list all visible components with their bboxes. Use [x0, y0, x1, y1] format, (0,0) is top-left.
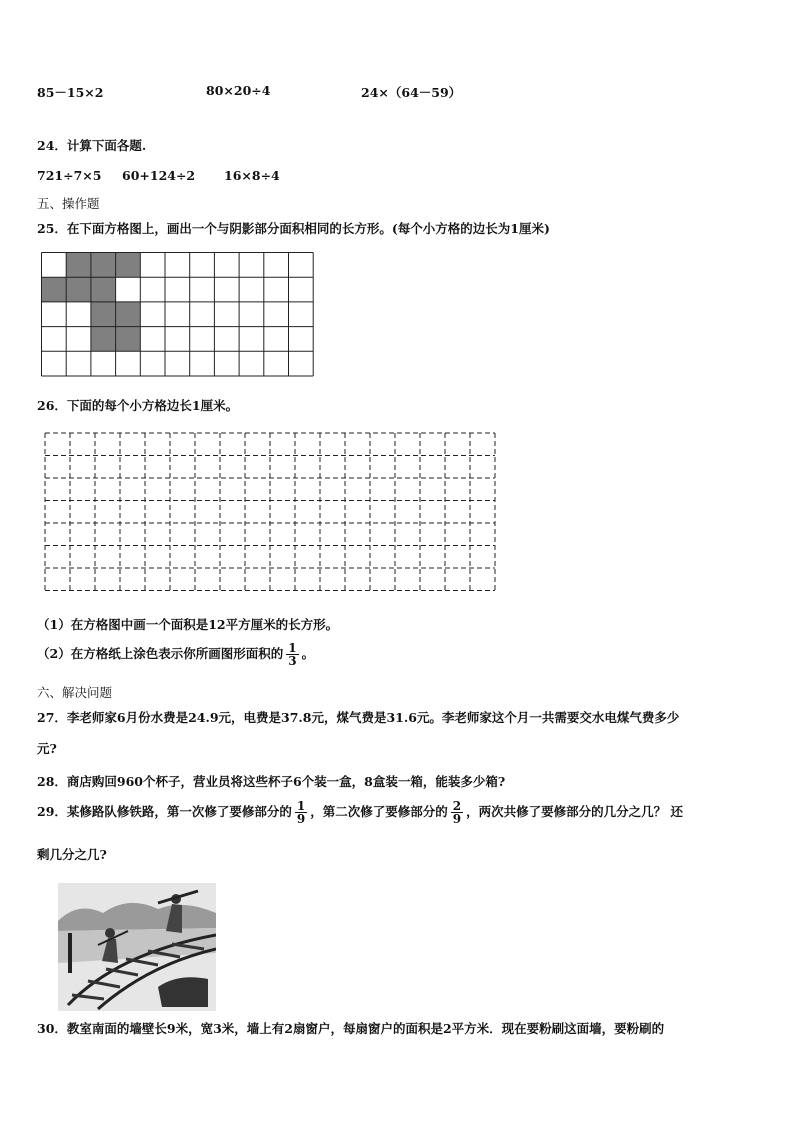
- q25-text: 25．在下面方格图上，画出一个与阴影部分面积相同的长方形。(每个小方格的边长为1厘米): [37, 221, 550, 236]
- section-6-heading: 六、解决问题: [37, 685, 113, 700]
- railway-workers-illustration: [58, 883, 216, 1011]
- q26-part2: [37, 642, 314, 667]
- shaded-cell: [116, 253, 141, 278]
- expr-1: 85－15×2: [37, 85, 104, 100]
- q29-part-b: ，第二次修了要修部分的: [310, 804, 448, 819]
- q28-text: 28．商店购回960个杯子，营业员将这些杯子6个装一盒，8盒装一箱，能装多少箱?: [37, 774, 506, 789]
- q26-part2-suffix: 。: [301, 646, 315, 661]
- q24-expr-3: 16×8÷4: [224, 168, 280, 183]
- shaded-cell: [91, 302, 116, 327]
- expr-3: 24×（64－59）: [361, 85, 462, 100]
- q26-frac-den: 3: [288, 654, 297, 668]
- q24-expr-1: 721÷7×5: [37, 168, 102, 183]
- shaded-cell: [116, 327, 141, 352]
- q29-frac1-den: 9: [296, 812, 306, 826]
- q30-text: 30．教室南面的墙壁长9米，宽3米，墙上有2扇窗户，每扇窗户的面积是2平方米．现在要粉刷这面墙，要粉刷的: [37, 1021, 665, 1036]
- q29-fraction-2: [451, 800, 463, 825]
- shaded-cell: [116, 302, 141, 327]
- q26-title: 26．下面的每个小方格边长1厘米。: [37, 398, 239, 413]
- q24-title: 24．计算下面各题.: [37, 138, 147, 153]
- expr-2: 80×20÷4: [206, 83, 271, 98]
- q26-fraction: [286, 642, 298, 667]
- q26-part2-prefix: （2）在方格纸上涂色表示你所画图形面积的: [37, 646, 284, 661]
- shaded-cell: [91, 253, 116, 278]
- q29-part-c: ，两次共修了要修部分的几分之几？ 还: [466, 804, 683, 819]
- q26-part1: （1）在方格图中画一个面积是12平方厘米的长方形。: [37, 617, 339, 632]
- shaded-cell: [91, 327, 116, 352]
- q26-dashed-grid: [44, 432, 498, 592]
- q25-grid: [40, 251, 317, 380]
- q27-line1: 27．李老师家6月份水费是24.9元，电费是37.8元，煤气费是31.6元。李老师家这个月一共需要交水电煤气费多少: [37, 710, 680, 725]
- q29-line2: 剩几分之几?: [37, 847, 107, 862]
- q29-frac2-den: 9: [452, 812, 462, 826]
- q26-frac-num: 1: [288, 641, 297, 655]
- shaded-cell: [66, 277, 91, 302]
- q29-fraction-1: [295, 800, 307, 825]
- q29-frac1-num: 1: [296, 799, 306, 813]
- q27-line2: 元?: [37, 741, 57, 756]
- shaded-cell: [66, 253, 91, 278]
- q29-line1: [37, 800, 683, 825]
- shaded-cell: [91, 277, 116, 302]
- shaded-cell: [42, 277, 67, 302]
- q29-frac2-num: 2: [452, 799, 462, 813]
- q29-part-a: 29．某修路队修铁路，第一次修了要修部分的: [37, 804, 292, 819]
- section-5-heading: 五、操作题: [37, 196, 100, 211]
- q24-expr-2: 60+124÷2: [122, 168, 196, 183]
